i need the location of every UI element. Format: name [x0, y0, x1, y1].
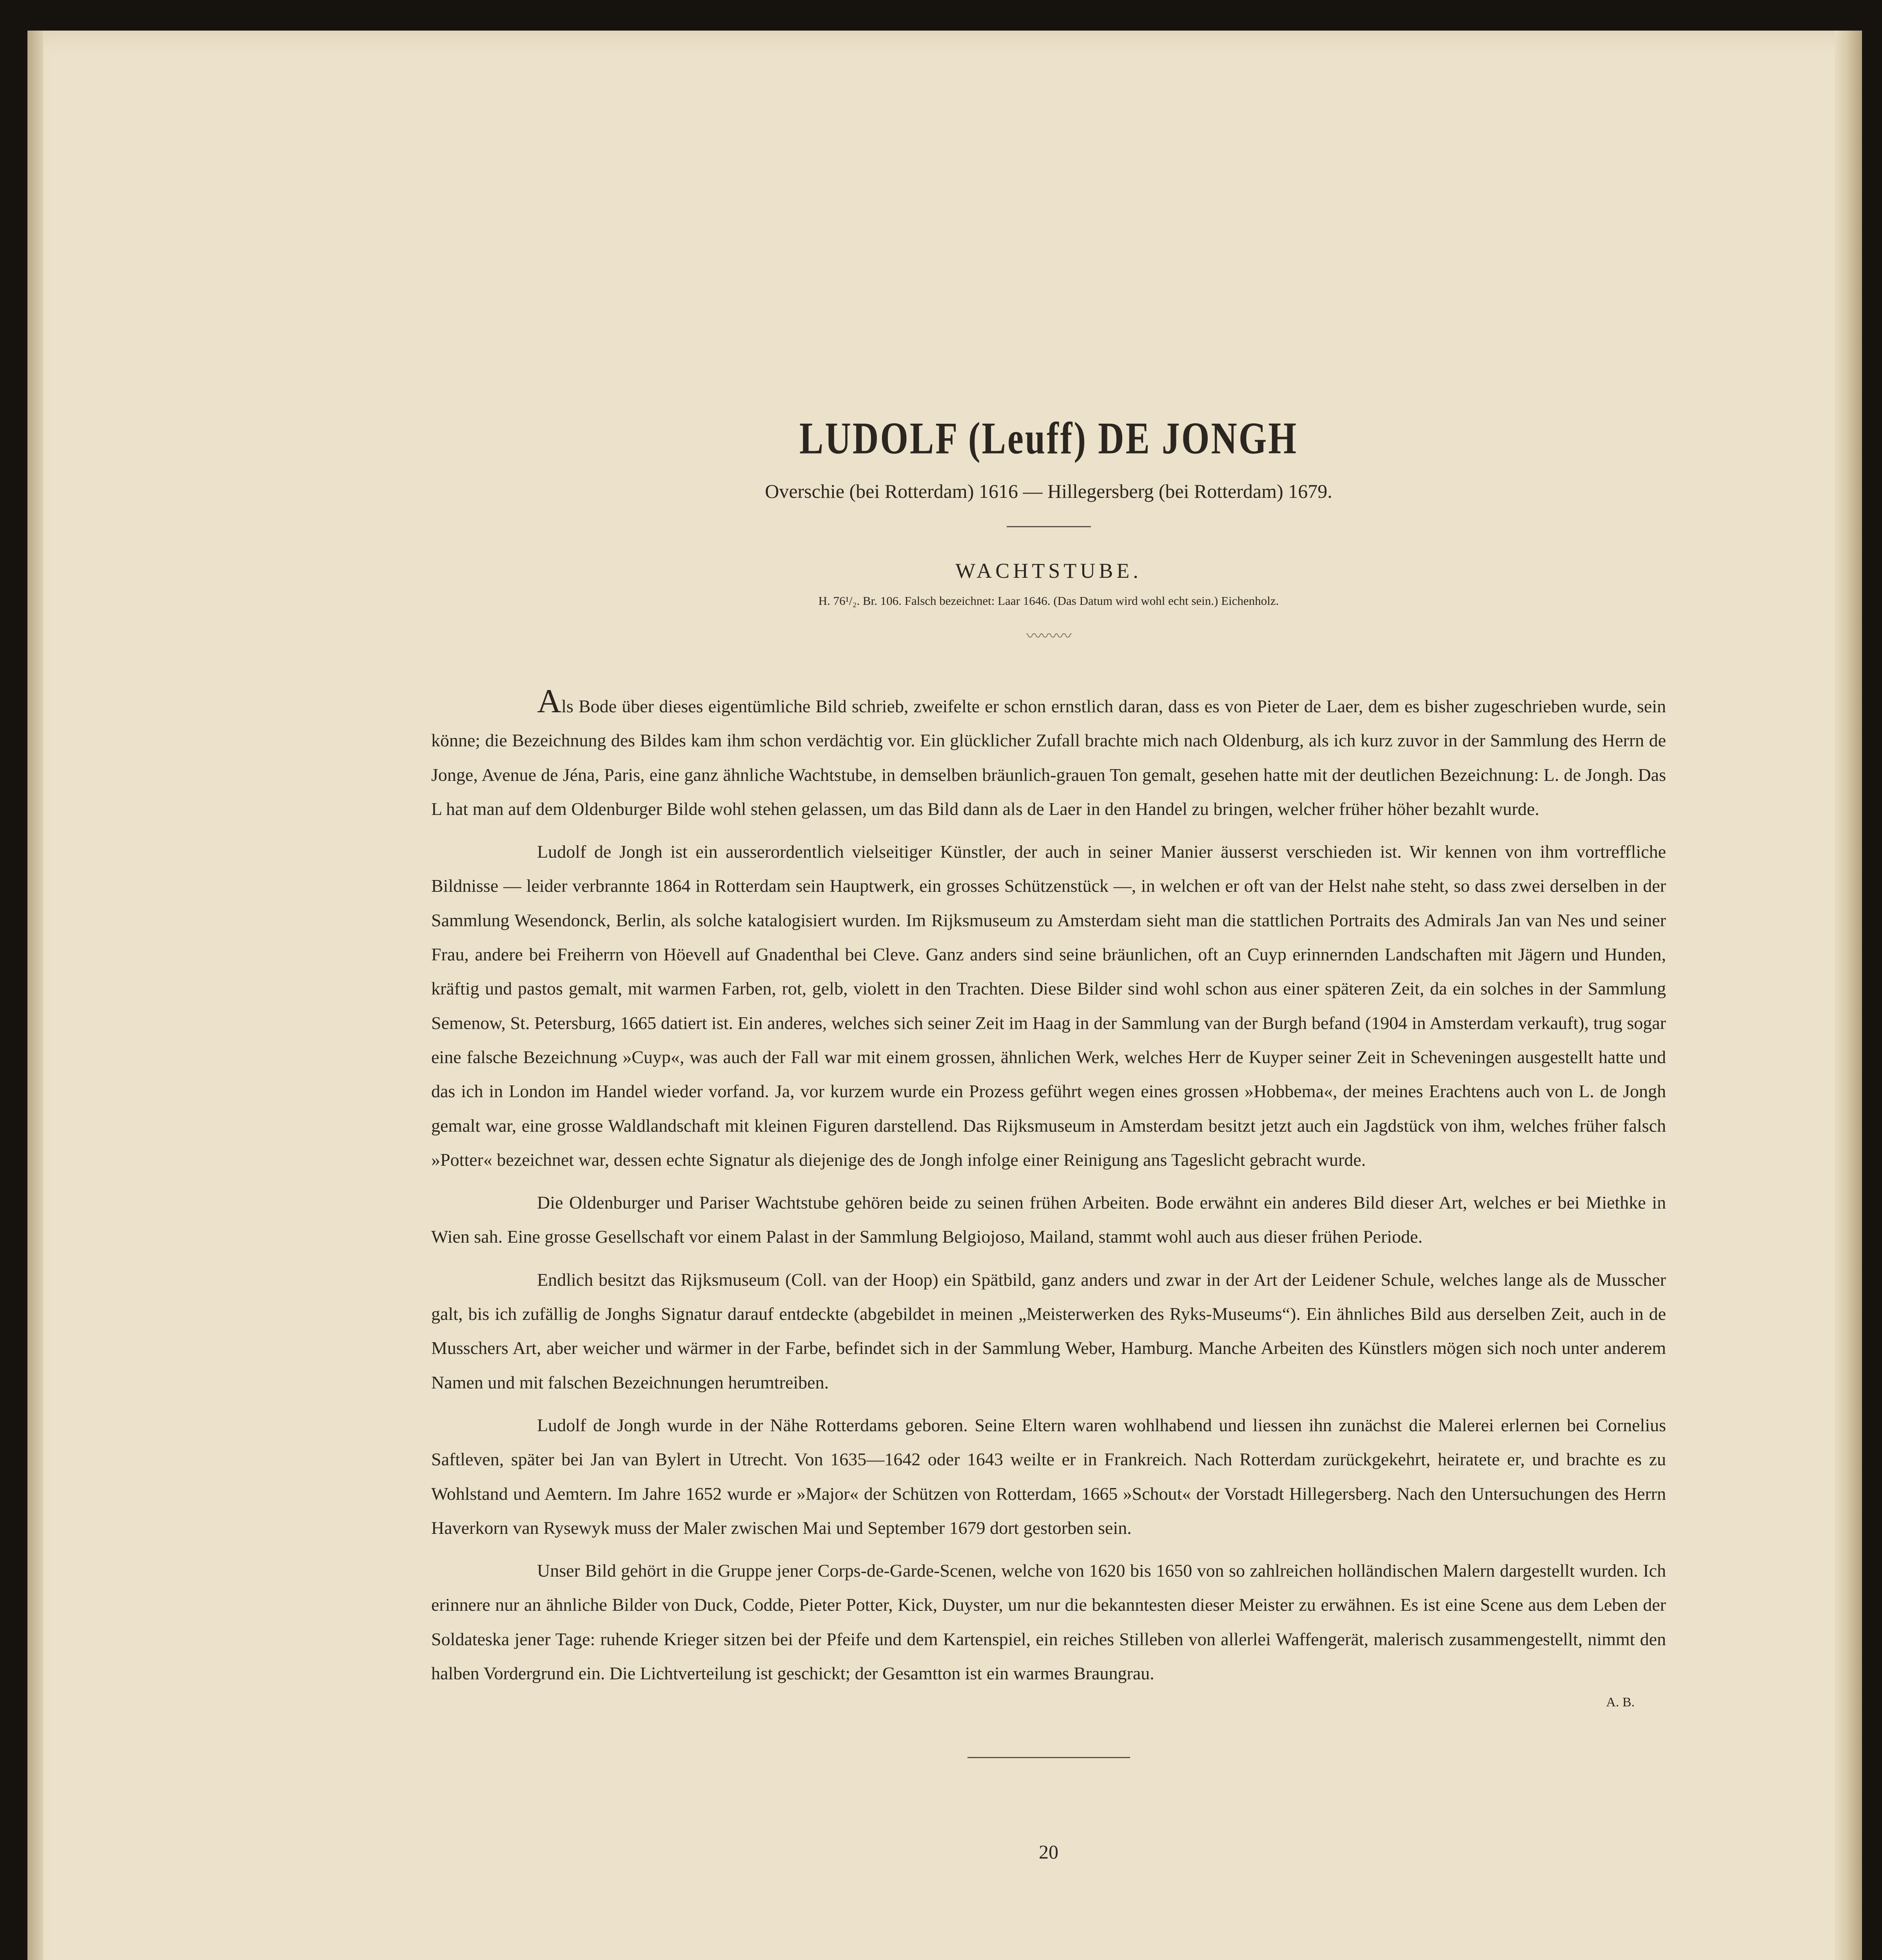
book-page	[27, 31, 1862, 1960]
closing-divider	[967, 1757, 1130, 1758]
ornament-divider: 〰〰〰	[1026, 627, 1071, 645]
page-content	[431, 413, 1666, 1863]
artist-life-dates: Overschie (bei Rotterdam) 1616 — Hillegersberg (bei Rotterdam) 1679.	[765, 480, 1332, 502]
page-gutter-edge	[27, 31, 43, 1960]
essay-body	[431, 682, 1666, 1690]
paragraph-6: Unser Bild gehört in die Gruppe jener Corps-de-Garde-Scenen, welche von 1620 bis 1650 von so zahlreichen holländischen Malern dargestellt wurden. Ich erinnere nur an ähnliche Bilder von Duck, Codde, Pieter Potter, Kick, Duyster, um nur die bekanntesten dieser Meister zu erwähnen. Es ist eine Scene aus dem Leben der Soldateska jener Tage: ruhende Krieger sitzen bei der Pfeife und dem Kartenspiel, ein reiches Stilleben von allerlei Waffengerät, malerisch zusammengestellt, nimmt den halben Vordergrund ein. Die Lichtverteilung ist geschickt; der Gesamtton ist ein warmes Braungrau.	[431, 1561, 1666, 1684]
paragraph-4: Endlich besitzt das Rijksmuseum (Coll. van der Hoop) ein Spätbild, ganz anders und zwar in der Art der Leidener Schule, welches lange als de Musscher galt, bis ich zufällig de Jonghs Signatur darauf entdeckte (abgebildet in meinen „Meisterwerken des Ryks-Museums“). Ein ähnliches Bild aus derselben Zeit, auch in de Musschers Art, aber weicher und wärmer in der Farbe, befindet sich in der Sammlung Weber, Hamburg. Manche Arbeiten des Künstlers mögen sich noch unter anderem Namen und mit falschen Bezeichnungen herumtreiben.	[431, 1269, 1666, 1392]
paragraph-1	[431, 682, 1666, 826]
paragraph-2: Ludolf de Jongh ist ein ausserordentlich vielseitiger Künstler, der auch in seiner Manier äusserst verschieden ist. Wir kennen von ihm vortreffliche Bildnisse — leider verbrannte 1864 in Rotterdam sein Hauptwerk, ein grosses Schützenstück —, in welchen er oft van der Helst nahe steht, so dass zwei derselben in der Sammlung Wesendonck, Berlin, als solche katalogisiert wurden. Im Rijksmuseum zu Amsterdam sieht man die stattlichen Portraits des Admirals Jan van Nes und seiner Frau, andere bei Freiherrn von Höevell auf Gnadenthal bei Cleve. Ganz anders sind seine bräunlichen, oft an Cuyp erinnernden Landschaften mit Jägern und Hunden, kräftig und pastos gemalt, mit warmen Farben, rot, gelb, violett in den Trachten. Diese Bilder sind wohl schon aus einer späteren Zeit, da ein solches in der Sammlung Semenow, St. Petersburg, 1665 datiert ist. Ein anderes, welches sich seiner Zeit im Haag in der Sammlung van der Burgh befand (1904 in Amsterdam verkauft), trug sogar eine falsche Bezeichnung »Cuyp«, was auch der Fall war mit einem grossen, ähnlichen Werk, welches Herr de Kuyper seiner Zeit in Scheveningen ausgestellt hatte und das ich in London im Handel wieder vorfand. Ja, vor kurzem wurde ein Prozess geführt wegen eines grossen »Hobbema«, der meines Erachtens auch von L. de Jongh gemalt war, eine grosse Waldlandschaft mit kleinen Figuren darstellend. Das Rijksmuseum in Amsterdam besitzt jetzt auch ein Jagdstück von ihm, welches früher falsch »Potter« bezeichnet war, dessen echte Signatur als diejenige des de Jongh infolge einer Reinigung ans Tageslicht gebracht wurde.	[431, 842, 1666, 1170]
page-fore-edge	[1835, 31, 1862, 1960]
paragraph-1-text: ls Bode über dieses eigentümliche Bild schrieb, zweifelte er schon ernstlich daran, dass es von Pieter de Laer, dem es bisher zugeschrieben wurde, sein könne; die Bezeichnung des Bildes kam ihm schon verdächtig vor. Ein glücklicher Zufall brachte mich nach Oldenburg, als ich kurz zuvor in der Sammlung des Herrn de Jonge, Avenue de Jéna, Paris, eine ganz ähnliche Wachtstube, in demselben bräunlich-grauen Ton gemalt, gesehen hatte mit der deutlichen Bezeichnung: L. de Jongh. Das L hat man auf dem Oldenburger Bilde wohl stehen gelassen, um das Bild dann als de Laer in den Handel zu bringen, welcher früher höher bezahlt wurde.	[431, 696, 1666, 819]
paragraph-3: Die Oldenburger und Pariser Wachtstube gehören beide zu seinen frühen Arbeiten. Bode erwähnt ein anderes Bild dieser Art, welches er bei Miethke in Wien sah. Eine grosse Gesellschaft vor einem Palast in der Sammlung Belgiojoso, Mailand, stammt wohl auch aus dieser frühen Periode.	[431, 1192, 1666, 1247]
author-initials: A. B.	[1606, 1695, 1635, 1710]
artist-heading: LUDOLF (Leuff) DE JONGH	[799, 413, 1298, 463]
artwork-details: H. 76¹/₂. Br. 106. Falsch bezeichnet: Laar 1646. (Das Datum wird wohl echt sein.) Eichenholz.	[818, 594, 1279, 608]
page-number: 20	[1039, 1841, 1058, 1863]
heading-divider	[1007, 526, 1091, 527]
drop-cap: A	[537, 682, 562, 720]
paragraph-5: Ludolf de Jongh wurde in der Nähe Rotterdams geboren. Seine Eltern waren wohlhabend und liessen ihn zunächst die Malerei erlernen bei Cornelius Saftleven, später bei Jan van Bylert in Utrecht. Von 1635—1642 oder 1643 weilte er in Frankreich. Nach Rotterdam zurückgekehrt, heiratete er, und brachte es zu Wohlstand und Aemtern. Im Jahre 1652 wurde er »Major« der Schützen von Rotterdam, 1665 »Schout« der Vorstadt Hillegersberg. Nach den Untersuchungen des Herrn Haverkorn van Rysewyk muss der Maler zwischen Mai und September 1679 dort gestorben sein.	[431, 1415, 1666, 1538]
artwork-title: WACHTSTUBE.	[955, 559, 1142, 583]
